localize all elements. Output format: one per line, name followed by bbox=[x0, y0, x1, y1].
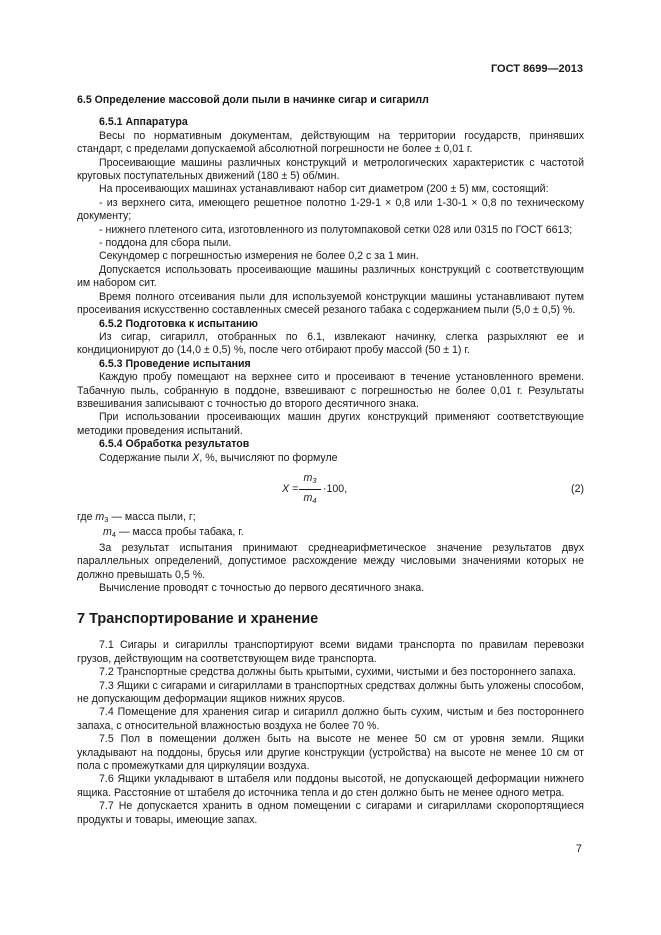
paragraph: Допускается использовать просеивающие машины различных конструкций с соответствующим им набором сит. bbox=[77, 263, 584, 290]
section-6-5-2-title: 6.5.2 Подготовка к испытанию bbox=[99, 317, 258, 330]
formula-2 bbox=[77, 471, 584, 507]
paragraph: Секундомер с погрешностью измерения не более 0,2 с за 1 мин. bbox=[99, 250, 419, 263]
paragraph: 7.4 Помещение для хранения сигар и сигарилл должно быть сухим, чистым и без постороннего запаха, с относительной влажностью воздуха не более 70 %. bbox=[77, 706, 584, 732]
paragraph: Просеивающие машины различных конструкций и метрологических характеристик с частотой круговых поступательных движений (180 ± 5) об/мин. bbox=[77, 156, 584, 183]
paragraph: За результат испытания принимают среднеарифметическое значение результатов двух параллельных определений, допустимое расхождение между числовыми значениями которых не должно превышать 0,5 %. bbox=[77, 541, 584, 581]
paragraph: Из сигар, сигарилл, отобранных по 6.1, извлекают начинку, слегка разрыхляют ее и кондиционируют до (14,0 ± 0,5) %, после чего отбирают пробу массой (50 ± 1) г. bbox=[77, 330, 584, 357]
paragraph: Каждую пробу помещают на верхнее сито и просеивают в течение установленного времени. Табачную пыль, собранную в поддоне, взвешивают с погрешностью не более 0,01 г. Результаты взвешивания записывают с точностью до второго десятичного знака. bbox=[77, 371, 584, 410]
paragraph: При использовании просеивающих машин других конструкций применяют соответствующие методики проведения испытаний. bbox=[77, 411, 584, 437]
where-line-2: $m_4$ — масса пробы табака, г. bbox=[103, 526, 244, 540]
equation-number: (2) bbox=[571, 482, 584, 495]
paragraph: Весы по нормативным документам, действующим на территории государств, принявших стандарт, с пределами допускаемой абсолютной погрешности не более ± 0,01 г. bbox=[77, 129, 584, 156]
section-7-title: 7 Транспортирование и хранение bbox=[77, 611, 319, 628]
standard-code: ГОСТ 8699—2013 bbox=[490, 63, 583, 75]
formula-fraction bbox=[299, 471, 321, 508]
page-number: 7 bbox=[575, 843, 582, 855]
section-6-5-1-title: 6.5.1 Аппаратура bbox=[99, 116, 188, 129]
formula-denominator: $m_4$ bbox=[303, 491, 317, 505]
list-item: - поддона для сбора пыли. bbox=[99, 237, 232, 250]
formula-tail: ·100, bbox=[323, 482, 348, 495]
paragraph: 7.6 Ящики укладывают в штабеля или поддоны высотой, не допускающей деформации нижнего ящика. Расстояние от штабеля до источника тепла и до стен должно быть не менее одного метра. bbox=[77, 773, 584, 799]
section-6-5-title: 6.5 Определение массовой доли пыли в начинке сигар и сигарилл bbox=[77, 94, 429, 106]
variable-x: X bbox=[192, 451, 200, 464]
where-line-1: где $m_3$ — масса пыли, г; bbox=[77, 510, 196, 524]
paragraph: Время полного отсеивания пыли для используемой конструкции машины устанавливают путем просеивания искусственно составленных смесей резаного табака с содержанием пыли (5,0 ± 0,5) %. bbox=[77, 290, 584, 317]
section-6-5-4-title: 6.5.4 Обработка результатов bbox=[99, 438, 250, 451]
formula-lhs: X = bbox=[282, 482, 299, 495]
list-item: - из верхнего сита, имеющего решетное полотно 1-29-1 × 0,8 или 1-30-1 × 0,8 по техническому документу; bbox=[77, 196, 584, 223]
paragraph: 7.1 Сигары и сигариллы транспортируют всеми видами транспорта по правилам перевозки грузов, действующим на соответствующем виде транспорта. bbox=[77, 639, 584, 665]
paragraph: 7.7 Не допускается хранить в одном помещении с сигарами и сигариллами скоропортящиеся продукты и товары, имеющие запах. bbox=[77, 800, 584, 826]
paragraph: На просеивающих машинах устанавливают набор сит диаметром (200 ± 5) мм, состоящий: bbox=[99, 183, 549, 196]
list-item: - нижнего плетеного сита, изготовленного из полутомпаковой сетки 028 или 0315 по ГОСТ 6613; bbox=[99, 223, 573, 236]
fraction-bar bbox=[299, 489, 321, 490]
paragraph: Содержание пыли X, %, вычисляют по формуле bbox=[99, 451, 338, 464]
section-6-5-3-title: 6.5.3 Проведение испытания bbox=[99, 357, 251, 370]
paragraph: 7.5 Пол в помещении должен быть на высоте не менее 50 см от уровня земли. Ящики укладывают на поддоны, брусья или другие конструкции (устройства) на высоте не менее 10 см от пола с промежутками для циркуляции воздуха. bbox=[77, 733, 584, 773]
paragraph: Вычисление проводят с точностью до первого десятичного знака. bbox=[99, 582, 425, 594]
paragraph: 7.2 Транспортные средства должны быть крытыми, сухими, чистыми и без постороннего запаха. bbox=[99, 666, 576, 679]
formula-numerator: $m_3$ bbox=[303, 471, 317, 485]
page-content bbox=[77, 94, 584, 827]
paragraph: 7.3 Ящики с сигарами и сигариллами в транспортных средствах должны быть уложены способом, не допускающим деформации ящиков нижних ярусов. bbox=[77, 679, 584, 706]
